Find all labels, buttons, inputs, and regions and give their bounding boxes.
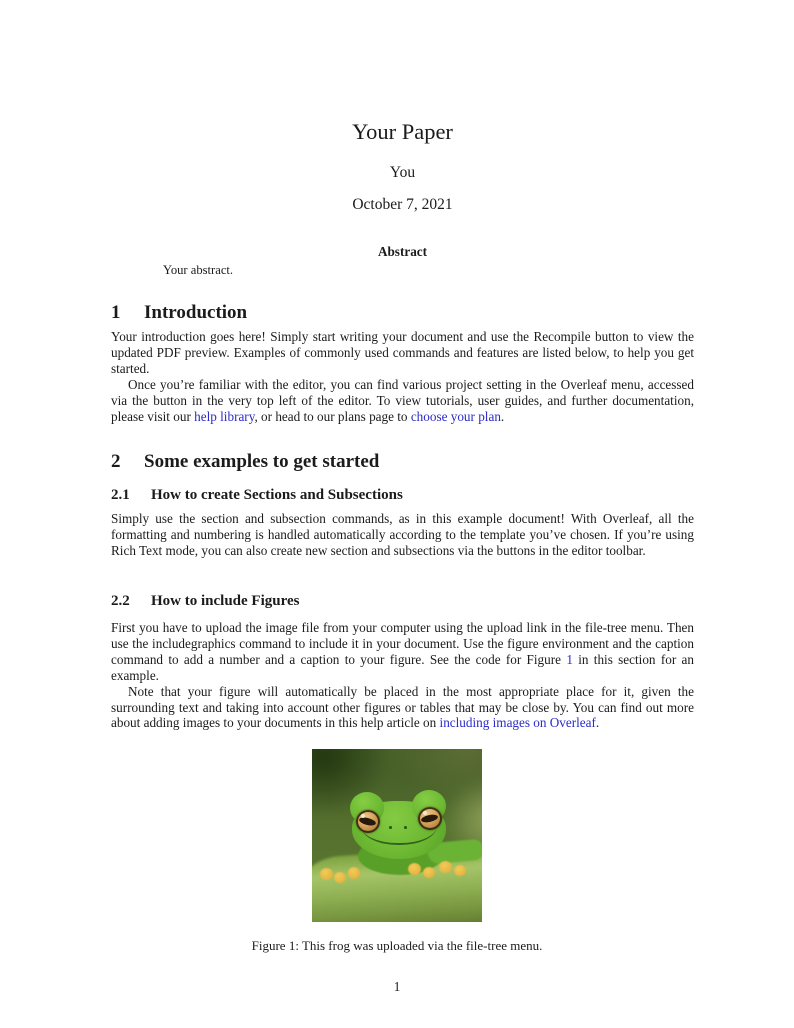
section-1-heading xyxy=(111,301,694,324)
paragraph xyxy=(111,684,694,732)
frog-toe xyxy=(439,861,452,873)
subsection-2-1-body xyxy=(111,511,694,559)
subsection-2-2-number: 2.2 xyxy=(111,593,130,609)
frog-toe xyxy=(348,867,360,879)
section-1-number: 1 xyxy=(111,302,121,323)
paragraph xyxy=(111,377,694,425)
including-images-link[interactable]: including images on Overleaf xyxy=(439,715,596,731)
eye-highlight xyxy=(361,814,365,818)
figure-1-reference-link[interactable]: 1 xyxy=(566,651,573,667)
paper-date: October 7, 2021 xyxy=(352,196,453,213)
section-1-body xyxy=(111,329,694,424)
page-number: 1 xyxy=(393,979,401,994)
abstract-heading: Abstract xyxy=(377,244,428,259)
choose-your-plan-link[interactable]: choose your plan xyxy=(410,408,501,424)
frog-toe xyxy=(408,863,421,875)
paragraph xyxy=(111,620,694,684)
paper-author: You xyxy=(389,164,416,181)
abstract-text: Your abstract. xyxy=(163,263,234,277)
subsection-2-2-title: How to include Figures xyxy=(151,593,300,609)
section-2-title: Some examples to get started xyxy=(144,451,380,472)
paragraph-text: Once you’re familiar with the editor, you can find various project setting in the Overleaf menu, accessed via the button in the very top left of the editor. To view tutorials, user guides, and further documentation, please visit our xyxy=(111,376,694,424)
figure-caption: Figure 1: This frog was uploaded via the file-tree menu. xyxy=(251,938,543,953)
frog-toe xyxy=(423,867,435,878)
eye-highlight xyxy=(423,811,427,815)
paragraph-text: . xyxy=(595,715,600,731)
frog-toe xyxy=(454,865,466,876)
paragraph-text: . xyxy=(500,408,505,424)
subsection-2-1-title: How to create Sections and Subsections xyxy=(151,487,403,503)
section-2-heading xyxy=(111,450,694,473)
subsection-2-1-number: 2.1 xyxy=(111,487,130,503)
paragraph-text: in this section for an example. xyxy=(111,651,694,683)
section-1-title: Introduction xyxy=(144,302,248,323)
subsection-2-2-heading xyxy=(111,592,694,611)
subsection-2-2-body xyxy=(111,620,694,731)
frog-pupil-right xyxy=(420,813,438,823)
subsection-2-1-heading xyxy=(111,486,694,505)
frog-toe xyxy=(320,868,333,880)
paragraph: Your introduction goes here! Simply start writing your document and use the Recompile button to view the updated PDF preview. Examples of commonly used commands and features are listed below, to help you get started. xyxy=(111,329,694,376)
frog-photo xyxy=(312,749,482,922)
paragraph-text: First you have to upload the image file from your computer using the upload link in the file-tree menu. Then use the includegraphics command to include it in your document. Use the figure environment and the caption command to add a number and a caption to your figure. See the code for Figure xyxy=(111,620,694,667)
paper-title: Your Paper xyxy=(352,119,453,144)
section-2-number: 2 xyxy=(111,451,121,472)
paragraph-text: Note that your figure will automatically be placed in the most appropriate place for it, given the surrounding text and taking into account other figures or tables that may be close by. You can find out more about adding images to your documents in this help article on xyxy=(111,683,694,731)
frog-toe xyxy=(334,872,346,883)
help-library-link[interactable]: help library xyxy=(194,408,255,424)
abstract-body xyxy=(146,263,658,279)
paragraph-text: , or head to our plans page to xyxy=(254,408,411,424)
paragraph: Simply use the section and subsection commands, as in this example document! With Overleaf, all the formatting and numbering is handled automatically according to the template you’ve chosen. If you’re using Rich Text mode, you can also create new section and subsections via the buttons in the editor toolbar. xyxy=(111,511,694,558)
